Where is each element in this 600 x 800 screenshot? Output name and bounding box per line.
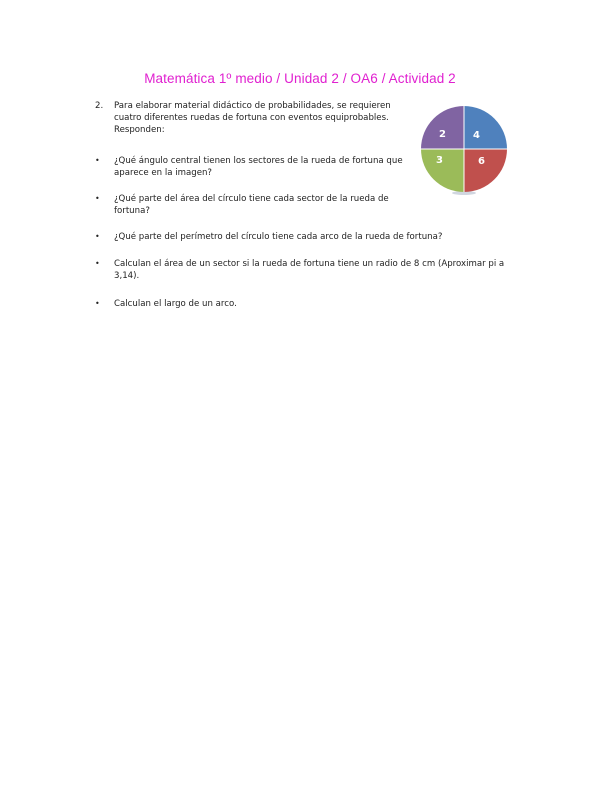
page-title: Matemática 1º medio / Unidad 2 / OA6 / Actividad 2 bbox=[144, 71, 456, 86]
list-item-text: Calculan el área de un sector si la rueda de fortuna tiene un radio de 8 cm (Aproximar pi a 3,14). bbox=[114, 259, 505, 281]
wheel-sector-6 bbox=[464, 149, 507, 192]
wheel-label-2: 2 bbox=[439, 129, 446, 140]
list-item-text: ¿Qué parte del perímetro del círculo tiene cada arco de la rueda de fortuna? bbox=[114, 232, 443, 242]
wheel-label-4: 4 bbox=[473, 130, 480, 141]
list-item-text: ¿Qué ángulo central tienen los sectores de la rueda de fortuna que aparece en la imagen? bbox=[114, 156, 403, 178]
list-item-text: Calculan el largo de un arco. bbox=[114, 299, 237, 309]
bullet-icon: • bbox=[95, 232, 100, 241]
fortune-wheel-graphic bbox=[419, 105, 509, 197]
wheel-label-3: 3 bbox=[436, 155, 443, 166]
wheel-sector-2 bbox=[421, 106, 464, 149]
wheel-sector-4 bbox=[464, 106, 507, 149]
bullet-icon: • bbox=[95, 259, 100, 268]
bullet-icon: • bbox=[95, 156, 100, 165]
bullet-icon: • bbox=[95, 194, 100, 203]
wheel-label-6: 6 bbox=[478, 156, 485, 167]
fortune-wheel bbox=[419, 105, 509, 197]
question-number: 2. bbox=[95, 101, 104, 111]
question-text: Para elaborar material didáctico de probabilidades, se requieren cuatro diferentes ruedas de fortuna con eventos equiprobables. Responden: bbox=[114, 101, 391, 135]
list-item-text: ¿Qué parte del área del círculo tiene cada sector de la rueda de fortuna? bbox=[114, 194, 389, 216]
bullet-icon: • bbox=[95, 299, 100, 308]
